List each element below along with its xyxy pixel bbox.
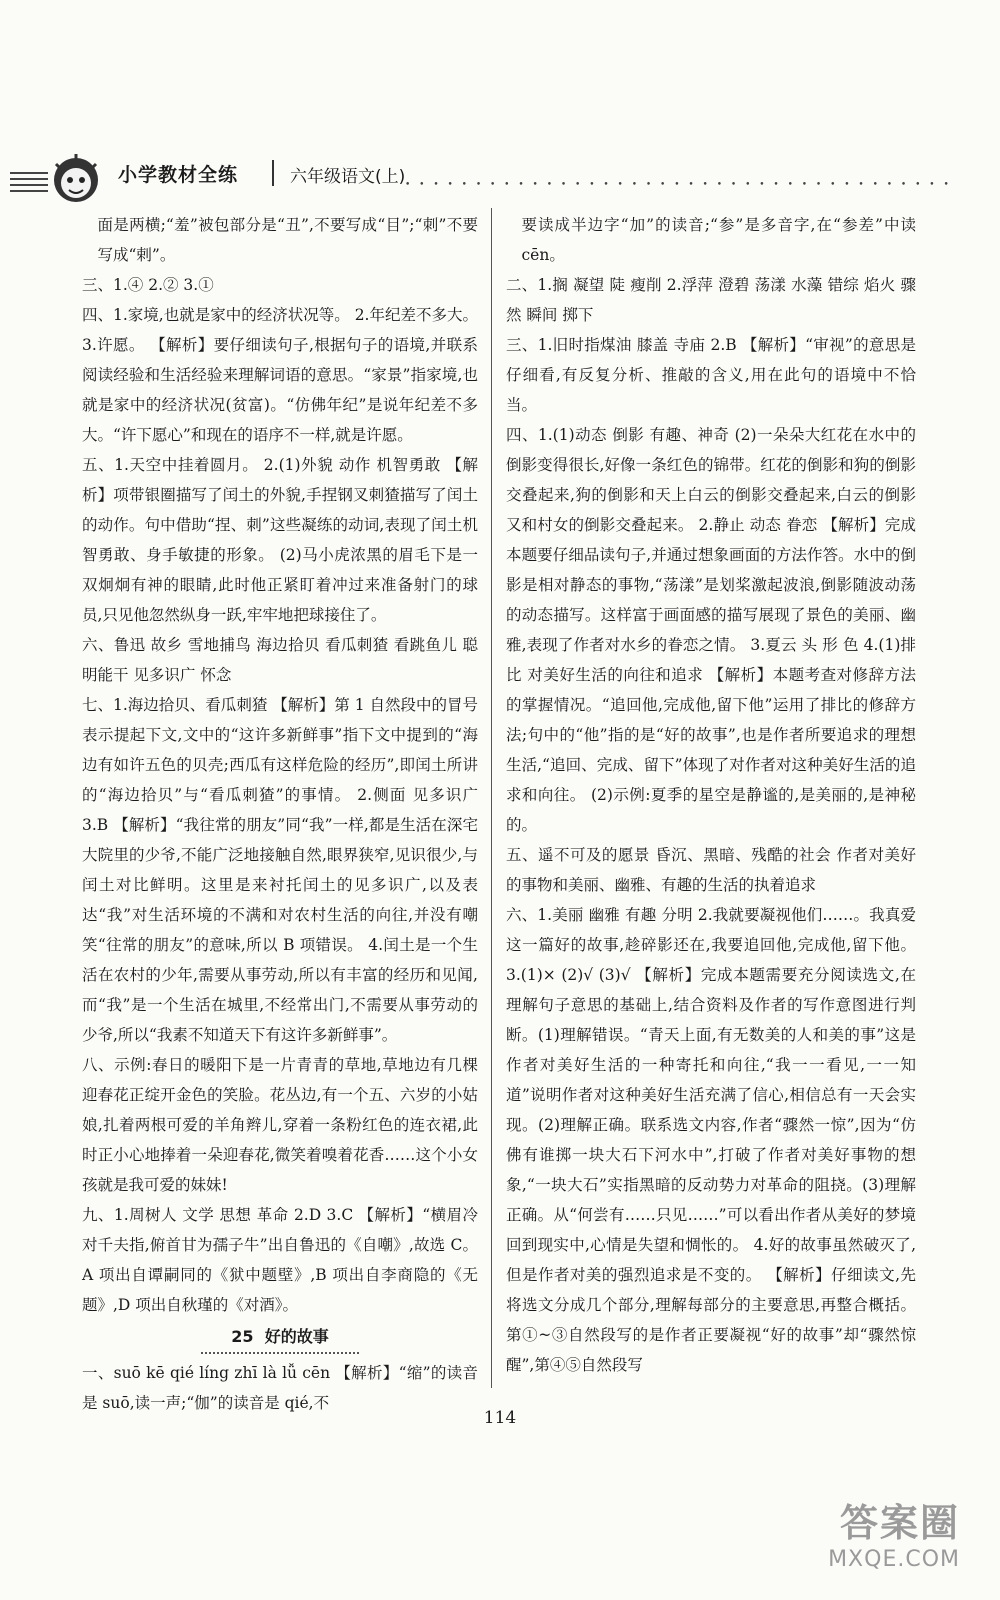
column-divider (491, 208, 492, 1388)
lesson-number: 25 (231, 1327, 254, 1346)
answer-paragraph: 二、1.搁 凝望 陡 瘦削 2.浮萍 澄碧 荡漾 水藻 错综 焰火 骤然 瞬间 掷下 (506, 276, 916, 324)
answer-paragraph: 六、1.美丽 幽雅 有趣 分明 2.我就要凝视他们……。我真爱这一篇好的故事,趁碎影还在,我要追回他,完成他,留下他。 3.(1)× (2)√ (3)√ 【解析】完成本题需要充分阅读选文,在理解句子意思的基础上,结合资料及作者的写作意图进行判断。(1)理解错误。“青天上面,有无数美的人和美的事”这是作者对美好生活的一种寄托和向往,“我一一看见,一一知道”说明作者对这种美好生活充满了信心,相信总有一天会实现。(2)理解正确。联系选文内容,作者“骤然一惊”,因为“仿佛有谁掷一块大石下河水中”,打破了作者对美好事物的想象,“一块大石”实指黑暗的反动势力对革命的阻挠。(3)理解正确。从“何尝有……只见……”可以看出作者从美好的梦境回到现实中,心情是失望和惆怅的。 4.好的故事虽然破灭了,但是作者对美的强烈追求是不变的。 【解析】仔细读文,先将选文分成几个部分,理解每部分的主要意思,再整合概括。第①~③自然段写的是作者正要凝视“好的故事”却“骤然惊醒”,第④⑤自然段写 (506, 906, 916, 1374)
page-header (0, 150, 1000, 205)
lesson-title: 好的故事 (264, 1327, 329, 1346)
answer-paragraph: 八、示例:春日的暖阳下是一片青青的草地,草地边有几棵迎春花正绽开金色的笑脸。花丛边,有一个五、六岁的小姑娘,扎着两根可爱的羊角辫儿,穿着一条粉红色的连衣裙,此时正小心地捧着一朵迎春花,微笑着嗅着花香……这个小女孩就是我可爱的妹妹! (82, 1056, 478, 1194)
answer-paragraph: 六、鲁迅 故乡 雪地捕鸟 海边拾贝 看瓜刺猹 看跳鱼儿 聪明能干 见多识广 怀念 (82, 636, 478, 684)
lesson-heading (82, 1322, 478, 1354)
answer-paragraph: 五、遥不可及的愿景 昏沉、黑暗、残酷的社会 作者对美好的事物和美丽、幽雅、有趣的生活的执着追求 (506, 846, 916, 894)
answer-paragraph: 四、1.(1)动态 倒影 有趣、神奇 (2)一朵朵大红花在水中的倒影变得很长,好像一条红色的锦带。红花的倒影和狗的倒影交叠起来,狗的倒影和天上白云的倒影交叠起来,白云的倒影又和村女的倒影交叠起来。 2.静止 动态 眷恋 【解析】完成本题要仔细品读句子,并通过想象画面的方法作答。水中的倒影是相对静态的事物,“荡漾”是划桨激起波浪,倒影随波动荡的动态描写。这样富于画面感的描写展现了景色的美丽、幽雅,表现了作者对水乡的眷恋之情。 3.夏云 头 形 色 4.(1)排比 对美好生活的向往和追求 【解析】本题考查对修辞方法的掌握情况。“追回他,完成他,留下他”运用了排比的修辞方法;句中的“他”指的是“好的故事”,也是作者所要追求的理想生活,“追回、完成、留下”体现了对作者对这种美好生活的追求和向往。 (2)示例:夏季的星空是静谧的,是美丽的,是神秘的。 (506, 426, 916, 834)
page-number: 114 (483, 1408, 517, 1428)
answer-paragraph: 七、1.海边拾贝、看瓜刺猹 【解析】第 1 自然段中的冒号表示提起下文,文中的“这许多新鲜事”指下文中提到的“海边有如许五色的贝壳;西瓜有这样危险的经历”,即闰土所讲的“海边拾贝”与“看瓜刺猹”的事情。 2.侧面 见多识广 3.B 【解析】“我往常的朋友”同“我”一样,都是生活在深宅大院里的少爷,不能广泛地接触自然,眼界狭窄,见识很少,与闰土对比鲜明。这里是来衬托闰土的见多识广,以及表达“我”对生活环境的不满和对农村生活的向往,并没有嘲笑“往常的朋友”的意味,所以 B 项错误。 4.闰土是一个生活在农村的少年,需要从事劳动,所以有丰富的经历和见闻,而“我”是一个生活在城里,不经常出门,不需要从事劳动的少爷,所以“我素不知道天下有这许多新鲜事”。 (82, 696, 478, 1044)
watermark-url: MXQE.COM (828, 1547, 960, 1572)
left-column (82, 210, 478, 1418)
answer-paragraph: 面是两横;“羞”被包部分是“丑”,不要写成“目”;“刺”不要写成“剌”。 (97, 216, 478, 264)
site-watermark (828, 1492, 960, 1572)
grade-subject: 六年级语文(上) (290, 167, 406, 187)
answer-paragraph: 三、1.旧时指煤油 膝盖 寺庙 2.B 【解析】“审视”的意思是仔细看,有反复分析、推敲的含义,用在此句的语境中不恰当。 (506, 336, 916, 414)
answer-paragraph: 三、1.④ 2.② 3.① (82, 276, 214, 294)
watermark-text: 答案圈 (839, 1501, 960, 1545)
header-decor-dots: • • • • • • • • • • • • • • • • • • • • • • • • • • • • • • • • • • • • • • • (405, 180, 952, 190)
right-column (506, 210, 916, 1380)
answer-paragraph: 五、1.天空中挂着圆月。 2.(1)外貌 动作 机智勇敢 【解析】项带银圈描写了闰土的外貌,手捏钢叉刺猹描写了闰土的动作。句中借助“捏、刺”这些凝练的动词,表现了闰土机智勇敢、身手敏捷的形象。 (2)马小虎浓黑的眉毛下是一双炯炯有神的眼睛,此时他正紧盯着冲过来准备射门的球员,只见他忽然纵身一跃,牢牢地把球接住了。 (82, 456, 478, 624)
mascot-logo-icon (42, 150, 108, 208)
header-divider (272, 160, 274, 186)
answer-paragraph: 要读成半边字“加”的读音;“参”是多音字,在“参差”中读 cēn。 (521, 216, 916, 264)
book-title: 小学教材全练 (118, 164, 239, 186)
answer-paragraph: 一、suō kē qié líng zhī là lǚ cēn 【解析】“缩”的读音是 suō,读一声;“伽”的读音是 qié,不 (82, 1364, 478, 1412)
answer-paragraph: 九、1.周树人 文学 思想 革命 2.D 3.C 【解析】“横眉冷对千夫指,俯首甘为孺子牛”出自鲁迅的《自嘲》,故选 C。A 项出自谭嗣同的《狱中题壁》,B 项出自李商隐的《无题》,D 项出自秋瑾的《对酒》。 (82, 1206, 478, 1314)
answer-paragraph: 四、1.家境,也就是家中的经济状况等。 2.年纪差不多大。 3.许愿。 【解析】要仔细读句子,根据句子的语境,并联系阅读经验和生活经验来理解词语的意思。“家景”指家境,也就是家中的经济状况(贫富)。“仿佛年纪”是说年纪差不多大。“许下愿心”和现在的语序不一样,就是许愿。 (82, 306, 478, 444)
